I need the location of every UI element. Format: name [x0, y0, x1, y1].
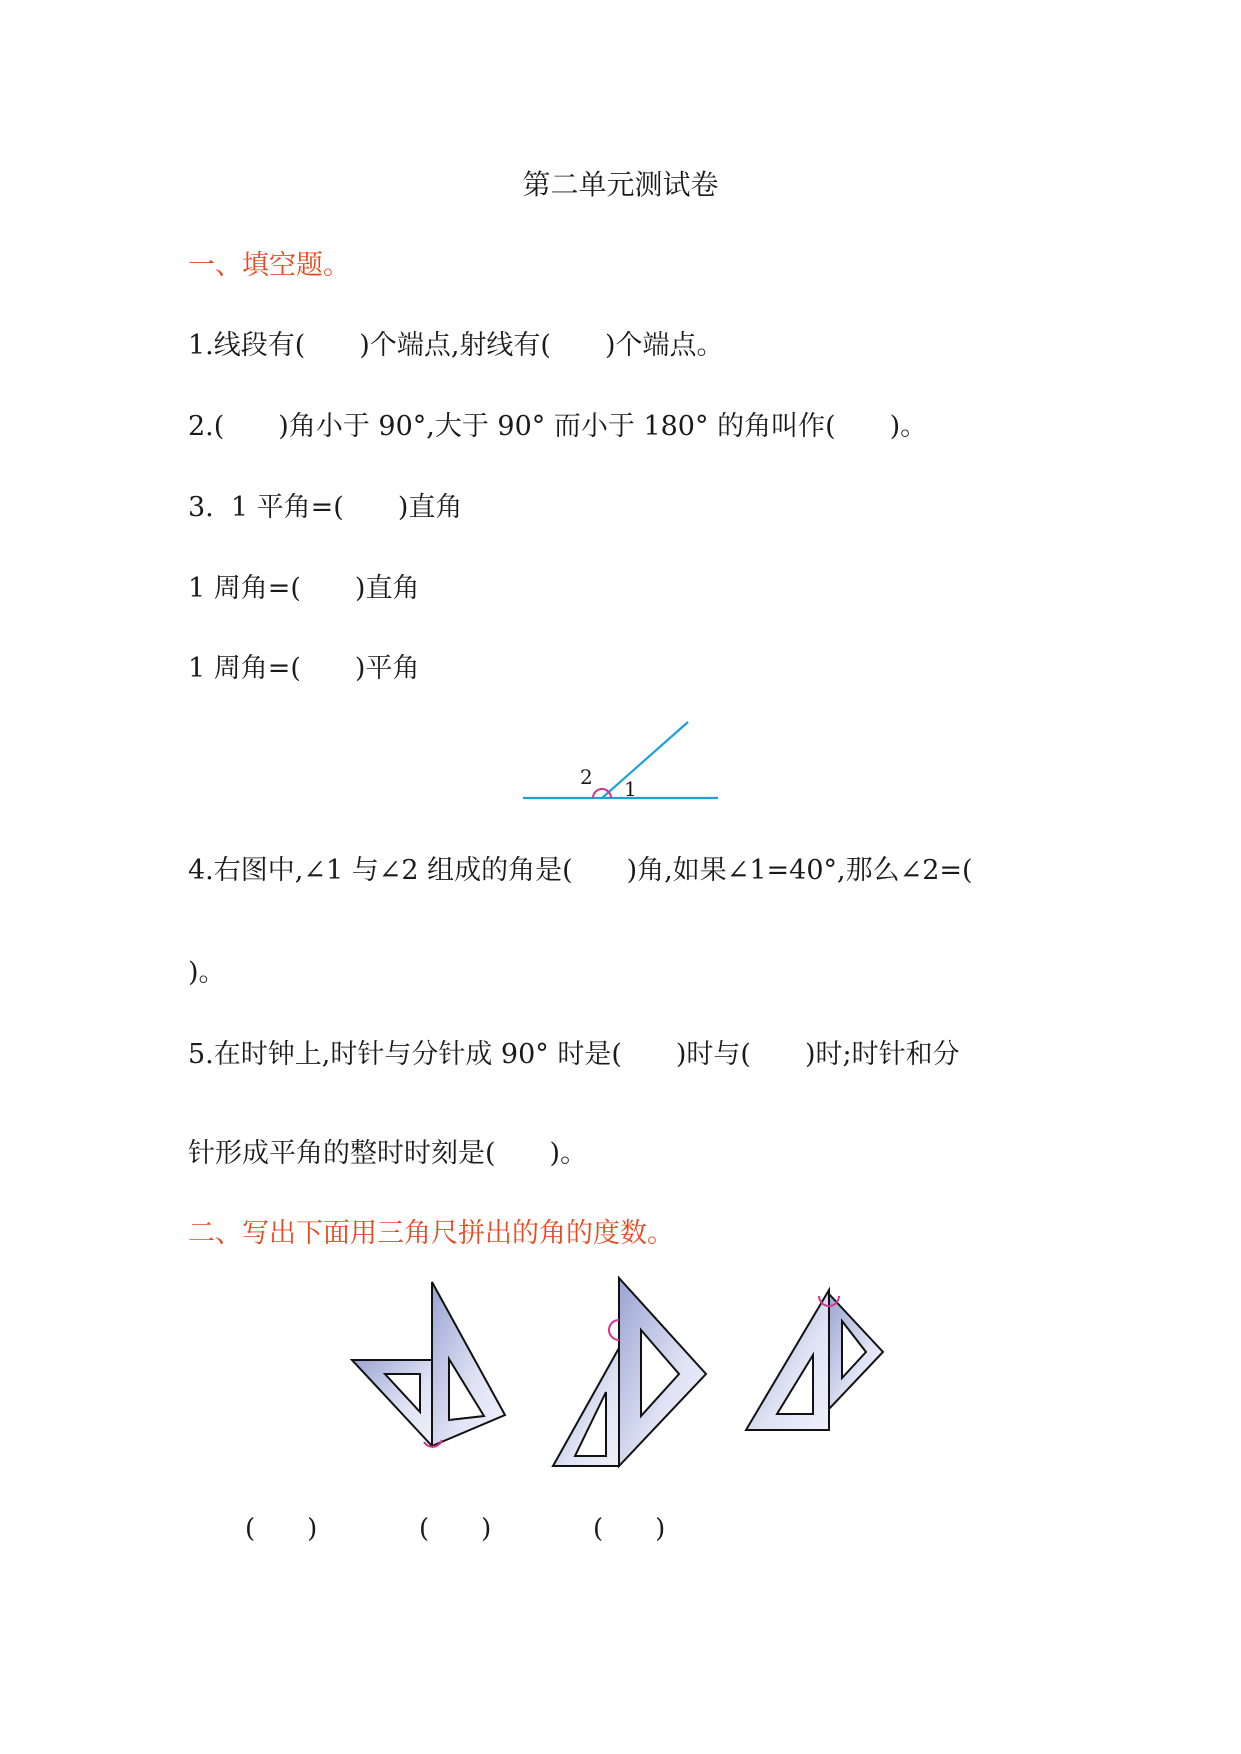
- triangle-ruler-large: [432, 1282, 505, 1446]
- triangle-set-2: [553, 1278, 706, 1466]
- question-2: 2.( )角小于 90°,大于 90° 而小于 180° 的角叫作( )。: [188, 411, 928, 442]
- angle-label-2: 2: [580, 765, 593, 789]
- triangle-ruler-small: [352, 1360, 432, 1446]
- question-5-line-2: 针形成平角的整时时刻是( )。: [188, 1138, 588, 1169]
- angle-arc-2: [609, 1320, 619, 1340]
- answer-blank-1[interactable]: ( ): [245, 1514, 318, 1544]
- section-heading-fill-in: 一、填空题。: [188, 250, 350, 281]
- triangle-ruler-small: [553, 1348, 619, 1466]
- angle-label-1: 1: [624, 777, 637, 801]
- answer-blank-3[interactable]: ( ): [593, 1514, 666, 1544]
- question-3-line-3: 1 周角=( )平角: [188, 653, 420, 684]
- triangle-ruler-large: [829, 1294, 883, 1409]
- triangle-set-1: [352, 1282, 505, 1447]
- answer-blank-2[interactable]: ( ): [419, 1514, 492, 1544]
- question-4-line-2: )。: [188, 957, 226, 988]
- question-3-line-2: 1 周角=( )直角: [188, 573, 420, 604]
- page-title: 第二单元测试卷: [522, 168, 719, 201]
- question-4-line-1: 4.右图中,∠1 与∠2 组成的角是( )角,如果∠1=40°,那么∠2=(: [188, 855, 973, 886]
- question-1: 1.线段有( )个端点,射线有( )个端点。: [188, 330, 724, 361]
- question-5-line-1: 5.在时钟上,时针与分针成 90° 时是( )时与( )时;时针和分: [188, 1039, 960, 1070]
- triangle-ruler-small: [746, 1290, 829, 1430]
- question-3-line-1: 3. 1 平角=( )直角: [188, 492, 463, 523]
- triangle-set-3: [746, 1290, 883, 1430]
- triangle-ruler-large: [619, 1278, 706, 1466]
- section-heading-triangles: 二、写出下面用三角尺拼出的角的度数。: [188, 1218, 674, 1249]
